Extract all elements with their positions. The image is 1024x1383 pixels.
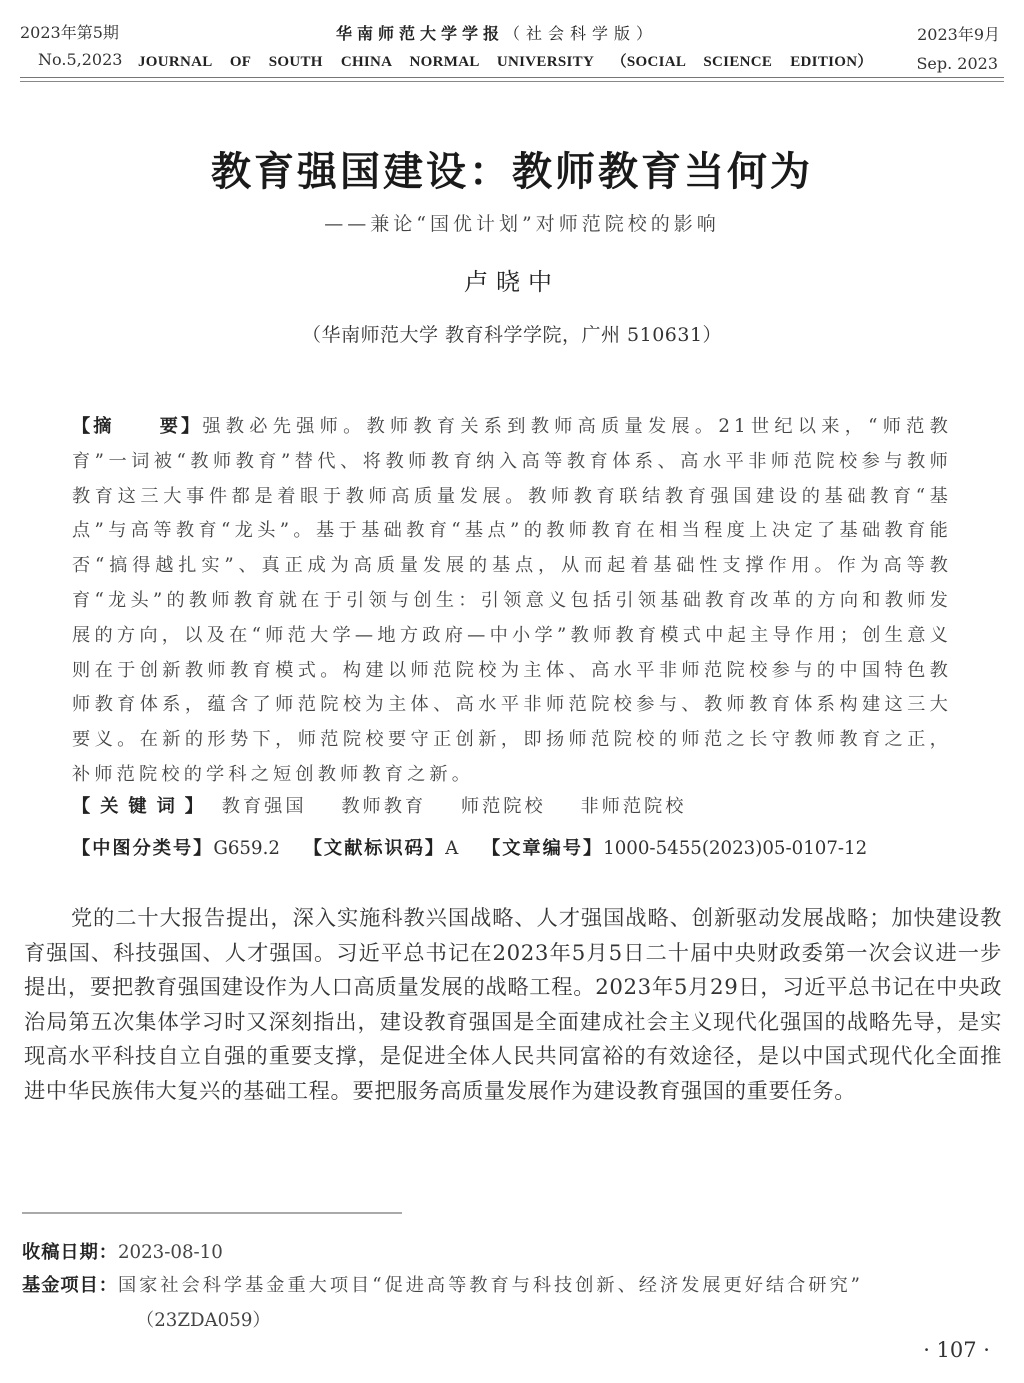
abstract-label bbox=[72, 416, 202, 437]
fund-project bbox=[22, 1271, 1012, 1297]
clc-label: 【中图分类号】 bbox=[72, 838, 214, 859]
received-date bbox=[22, 1238, 223, 1264]
article-number-label: 【文章编号】 bbox=[482, 838, 604, 859]
received-label: 收稿日期： bbox=[22, 1242, 118, 1263]
body-text bbox=[24, 902, 1002, 1110]
date-cn: 2023年9月 bbox=[917, 25, 1000, 44]
journal-name-cn: 华南师范大学学报 bbox=[336, 24, 505, 43]
keyword: 教育强国 bbox=[221, 796, 307, 817]
keywords-label: 【关键词】 bbox=[72, 796, 213, 817]
article-subtitle: ——兼论“国优计划”对师范院校的影响 bbox=[324, 213, 720, 235]
classification-line bbox=[72, 834, 885, 860]
author-name: 卢晓中 bbox=[464, 268, 560, 296]
doc-code bbox=[304, 838, 458, 859]
footnote-rule bbox=[22, 1212, 402, 1214]
abstract-label-right: 要】 bbox=[158, 416, 203, 437]
page-number: · 107 · bbox=[923, 1338, 990, 1362]
article-number bbox=[482, 838, 867, 859]
issue-en: No.5,2023 bbox=[38, 50, 123, 69]
keyword: 教师教育 bbox=[341, 796, 427, 817]
header-rule bbox=[20, 77, 1004, 78]
journal-title-cn bbox=[336, 21, 658, 44]
journal-title-en: JOURNAL OF SOUTH CHINA NORMAL UNIVERSITY （SOCIAL SCIENCE EDITION） bbox=[138, 54, 873, 70]
author-affiliation: （华南师范大学 教育科学学院，广州 510631） bbox=[301, 324, 723, 346]
article-title: 教育强国建设：教师教育当何为 bbox=[211, 149, 813, 195]
header-rule-double bbox=[20, 81, 1004, 82]
doc-label: 【文献标识码】 bbox=[303, 838, 446, 859]
journal-edition-cn: （社会科学版） bbox=[504, 24, 659, 43]
date-en: Sep. 2023 bbox=[916, 54, 998, 73]
clc-code bbox=[72, 838, 280, 859]
doc-value: A bbox=[445, 838, 459, 859]
fund-label: 基金项目： bbox=[22, 1275, 118, 1296]
keywords bbox=[72, 792, 712, 818]
keyword: 师范院校 bbox=[460, 796, 546, 817]
body-paragraph: 党的二十大报告提出，深入实施科教兴国战略、人才强国战略、创新驱动发展战略；加快建设教育强国、科技强国、人才强国。习近平总书记在2023年5月5日二十届中央财政委第一次会议进一步提出，要把教育强国建设作为人口高质量发展的战略工程。2023年5月29日，习近平总书记在中央政治局第五次集体学习时又深刻指出，建设教育强国是全面建成社会主义现代化强国的战略先导，是实现高水平科技自立自强的重要支撑，是促进全体人民共同富裕的有效途径，是以中国式现代化全面推进中华民族伟大复兴的基础工程。要把服务高质量发展作为建设教育强国的重要任务。 bbox=[24, 906, 1002, 1104]
issue-cn: 2023年第5期 bbox=[20, 23, 119, 42]
abstract bbox=[72, 410, 952, 793]
abstract-label-left: 【摘 bbox=[72, 416, 115, 437]
abstract-text: 强教必先强师。教师教育关系到教师高质量发展。21世纪以来，“师范教育”一词被“教师教育”替代、将教师教育纳入高等教育体系、高水平非师范院校参与教师教育这三大事件都是着眼于教师高质量发展。教师教育联结教育强国建设的基础教育“基点”与高等教育“龙头”。基于基础教育“基点”的教师教育在相当程度上决定了基础教育能否“搞得越扎实”、真正成为高质量发展的基点，从而起着基础性支撑作用。作为高等教育“龙头”的教师教育就在于引领与创生：引领意义包括引领基础教育改革的方向和教师发展的方向，以及在“师范大学—地方政府—中小学”教师教育模式中起主导作用；创生意义则在于创新教师教育模式。构建以师范院校为主体、高水平非师范院校参与的中国特色教师教育体系，蕴含了师范院校为主体、高水平非师范院校参与、教师教育体系构建这三大要义。在新的形势下，师范院校要守正创新，即扬师范院校的师范之长守教师教育之正，补师范院校的学科之短创教师教育之新。 bbox=[72, 416, 952, 785]
received-value: 2023-08-10 bbox=[117, 1242, 223, 1263]
fund-code: （23ZDA059） bbox=[136, 1310, 271, 1331]
keyword: 非师范院校 bbox=[580, 796, 687, 817]
fund-value: 国家社会科学基金重大项目“促进高等教育与科技创新、经济发展更好结合研究” bbox=[117, 1275, 863, 1296]
clc-value: G659.2 bbox=[213, 838, 280, 859]
article-number-value: 1000-5455(2023)05-0107-12 bbox=[603, 838, 868, 859]
